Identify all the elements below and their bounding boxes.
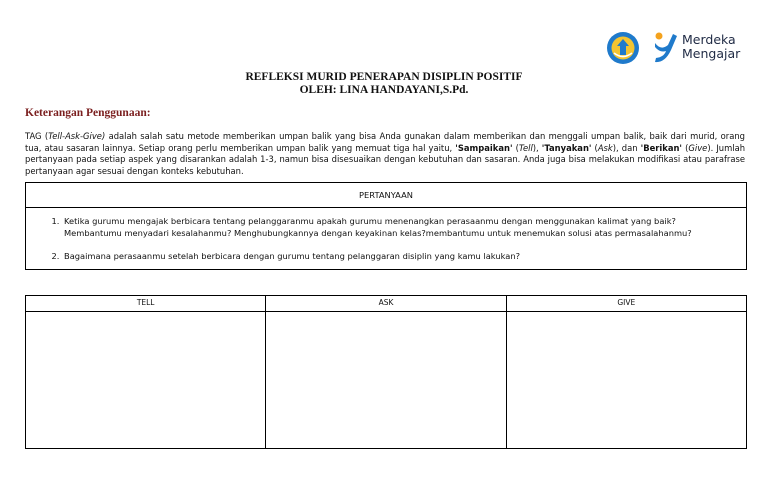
title-line-2: OLEH: LINA HANDAYANI,S.Pd. bbox=[299, 84, 469, 96]
questions-table bbox=[25, 182, 747, 270]
brand-line-1: Merdeka bbox=[682, 32, 736, 47]
tell-cell[interactable] bbox=[26, 312, 265, 448]
intro-italic-tag: Tell-Ask-Give) bbox=[48, 131, 106, 141]
question-item-2: 2. Bagaimana perasaanmu setelah berbicara dengan gurumu tentang pelanggaran disiplin yang kamu lakukan? bbox=[62, 251, 730, 263]
usage-heading: Keterangan Penggunaan: bbox=[25, 107, 151, 119]
intro-text-1: TAG ( bbox=[25, 131, 49, 141]
title-line-1: REFLEKSI MURID PENERAPAN DISIPLIN POSITIF bbox=[245, 71, 523, 83]
document-title bbox=[0, 71, 768, 97]
give-header: GIVE bbox=[507, 296, 746, 312]
merdeka-mengajar-wordmark bbox=[682, 33, 740, 61]
ask-header: ASK bbox=[266, 296, 505, 312]
intro-bold-sampaikan: 'Sampaikan' bbox=[455, 142, 513, 153]
intro-text-7: ( bbox=[682, 142, 689, 153]
tag-response-table bbox=[25, 295, 747, 449]
ask-cell[interactable] bbox=[266, 312, 505, 448]
intro-text-8: ). Jumlah pertanyaan pada setiap aspek yang disarankan adalah 1-3, namun bisa disesuaikan dengan kebutuhan dan sasaran. Anda juga bisa melakukan modifikasi atau parafrase pertanyaan agar sesuai dengan konteks kebutuhan. bbox=[25, 142, 746, 177]
intro-bold-berikan: 'Berikan' bbox=[640, 142, 683, 153]
questions-header: PERTANYAAN bbox=[26, 183, 746, 208]
intro-text-3: ( bbox=[512, 142, 519, 153]
intro-text-6: ), dan bbox=[612, 142, 641, 153]
tut-wuri-handayani-logo-icon bbox=[606, 31, 640, 65]
intro-bold-tanyakan: 'Tanyakan' bbox=[541, 142, 592, 153]
question-item-1: 1. Ketika gurumu mengajak berbicara tentang pelanggaranmu apakah gurumu menenangkan perasaanmu dengan menggunakan kalimat yang baik? Membantumu menyadari kesalahanmu? Menghubungkannya dengan keyakinan kelas?membantumu untuk menemukan solusi atas permasalahanmu? bbox=[62, 216, 730, 239]
intro-italic-ask: Ask bbox=[597, 142, 613, 153]
tell-column bbox=[26, 296, 266, 448]
usage-paragraph bbox=[25, 131, 745, 178]
questions-list bbox=[26, 208, 746, 263]
intro-text-5: ( bbox=[591, 142, 598, 153]
give-cell[interactable] bbox=[507, 312, 746, 448]
intro-italic-tell: Tell bbox=[518, 142, 533, 153]
merdeka-mengajar-logo-icon bbox=[652, 31, 680, 65]
brand-line-2: Mengajar bbox=[682, 46, 741, 61]
intro-text-2: adalah salah satu metode memberikan umpan balik yang bisa Anda gunakan dalam memberikan dan menggali umpan balik, baik dari murid, orang tua, atau sasaran lainnya. Setiap orang perlu memberikan umpan balik yang memuat tiga hal yaitu, bbox=[25, 131, 745, 153]
tell-header: TELL bbox=[26, 296, 265, 312]
ask-column bbox=[266, 296, 506, 448]
give-column bbox=[507, 296, 746, 448]
intro-italic-give: Give bbox=[688, 142, 708, 153]
intro-text-4: ), bbox=[532, 142, 542, 153]
logo-area bbox=[606, 28, 756, 70]
